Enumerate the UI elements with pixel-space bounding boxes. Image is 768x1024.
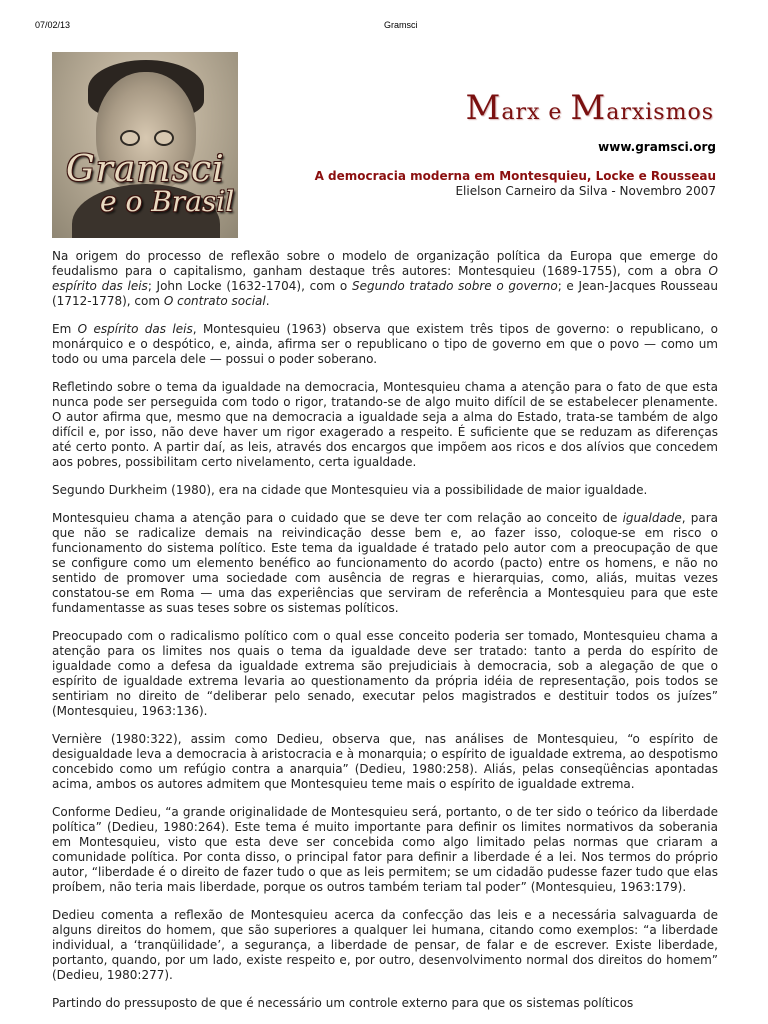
text-run: Montesquieu chama a atenção para o cuidado que se deve ter com relação ao conceito de xyxy=(52,511,623,525)
print-date: 07/02/13 xyxy=(35,20,71,30)
banner-text: Marx e Marxismos xyxy=(465,88,714,128)
logo-caption-line2: e o Brasil xyxy=(100,185,235,218)
text-run: Na origem do processo de reflexão sobre o modelo de organização política da Europa que emerge do feudalismo para o capitalismo, ganham destaque três autores: Montesquieu (1689-1755), com a obra xyxy=(52,249,718,278)
text-run: , Montesquieu (1963) observa que existem três tipos de governo: o republicano, o monárquico e o despótico, e, ainda, afirma ser o republicano o tipo de governo em que o povo — como um todo ou uma parcela dele — possui o poder soberano. xyxy=(52,322,718,366)
article-body xyxy=(52,249,718,1024)
portrait-eye-right xyxy=(154,130,174,146)
italic-title: igualdade xyxy=(622,511,682,525)
print-header xyxy=(0,0,768,36)
text-run: Em xyxy=(52,322,78,336)
article-paragraph xyxy=(52,483,718,498)
article-paragraph xyxy=(52,249,718,309)
text-run: Dedieu comenta a reflexão de Montesquieu acerca da confecção das leis e a necessária salvaguarda de alguns direitos do homem, que são superiores a qualquer lei humana, citando como exemplos: “a liberdade individual, a ‘tranqüilidade’, a segurança, a liberdade de pensar, de falar e de escrever. Existe liberdade, portanto, quando, por um lado, existe respeito e, por outro, desenvolvimento normal dos direitos do homem” (Dedieu, 1980:277). xyxy=(52,908,718,982)
portrait-eye-left xyxy=(120,130,140,146)
print-page-title: Gramsci xyxy=(384,20,418,30)
article-byline: Elielson Carneiro da Silva - Novembro 2007 xyxy=(455,184,716,198)
text-run: Refletindo sobre o tema da igualdade na democracia, Montesquieu chama a atenção para o fato de que esta nunca pode ser perseguida com todo o rigor, tratando-se de algo muito difícil de se estabelecer plenamente. O autor afirma que, mesmo que na democracia a igualdade seja a alma do Estado, trata-se também de algo difícil e, por isso, não deve haver um rigor exagerado a respeito. É suficiente que se reduzam as diferenças até certo ponto. A partir daí, as leis, através dos encargos que impõem aos ricos e dos alívios que concedem aos pobres, possibilitam certo nivelamento, certa igualdade. xyxy=(52,380,718,469)
article-paragraph xyxy=(52,805,718,895)
italic-title: O espírito das leis xyxy=(77,322,193,336)
site-url[interactable]: www.gramsci.org xyxy=(598,140,716,154)
article-paragraph xyxy=(52,511,718,616)
article-title: A democracia moderna em Montesquieu, Locke e Rousseau xyxy=(314,169,716,183)
text-run: ; John Locke (1632-1704), com o xyxy=(147,279,352,293)
article-paragraph xyxy=(52,629,718,719)
text-run: . xyxy=(265,294,270,308)
logo-caption-line1: Gramsci xyxy=(66,149,225,190)
text-run: , para que não se radicalize demais na reivindicação desse bem e, ao fazer isso, coloque-se em risco o funcionamento do sistema político. Este tema da igualdade é tratado pelo autor com a preocupação de que se configure como um elemento benéfico ao funcionamento do acordo (pacto) entre os homens, e não no sentido de promover uma sociedade com ausência de regras e hierarquias, como, aliás, muitas vezes constatou-se em Roma — uma das experiências que serviram de referência a Montesquieu para que este fundamentasse as suas teses sobre os sistemas políticos. xyxy=(52,511,718,615)
marx-e-marxismos-banner xyxy=(466,88,715,128)
logo-caption xyxy=(66,149,236,218)
text-run: ; e Jean-Jacques Rousseau (1712-1778), com xyxy=(52,279,719,308)
text-run: Partindo do pressuposto de que é necessário um controle externo para que os sistemas políticos xyxy=(52,996,634,1010)
article-paragraph xyxy=(52,322,718,367)
italic-title: Segundo tratado sobre o governo xyxy=(351,279,558,293)
article-paragraph xyxy=(52,908,718,983)
italic-title: O espírito das leis xyxy=(52,264,718,293)
text-run: Conforme Dedieu, “a grande originalidade de Montesquieu será, portanto, o de ter sido o teórico da liberdade política” (Dedieu, 1980:264). Este tema é muito importante para definir os limites normativos da soberania em Montesquieu, visto que esta deve ser concebida como algo limitado pelas normas que criaram a comunidade política. Por conta disso, o principal fator para definir a liberdade é a lei. Nos termos do próprio autor, “liberdade é o direito de fazer tudo o que as leis permitem; se um cidadão pudesse fazer tudo que elas proíbem, não teria mais liberdade, porque os outros também teriam tal poder” (Montesquieu, 1963:179). xyxy=(52,805,718,894)
article-paragraph xyxy=(52,732,718,792)
italic-title: O contrato social xyxy=(163,294,266,308)
text-run: Preocupado com o radicalismo político com o qual esse conceito poderia ser tomado, Montesquieu chama a atenção para os limites nos quais o tema da igualdade deve ser tratado: tanto a perda do espírito de igualdade como a defesa da igualdade extrema são prejudiciais à democracia, sob a alegação de que o espírito de igualdade extrema levaria ao questionamento da própria idéia de representação, pois todos se sentiriam no direito de “deliberar pelo senado, executar pelos magistrados e destituir todos os juízes” (Montesquieu, 1963:136). xyxy=(52,629,718,718)
article-paragraph xyxy=(52,996,718,1011)
article-paragraph xyxy=(52,380,718,470)
gramsci-e-o-brasil-logo xyxy=(52,52,238,238)
text-run: Vernière (1980:322), assim como Dedieu, observa que, nas análises de Montesquieu, “o espírito de desigualdade leva a democracia à aristocracia e à monarquia; o espírito de igualdade extrema, ao despotismo concebido como um refúgio contra a anarquia” (Dedieu, 1980:258). Aliás, pelas conseqüências apontadas acima, ambos os autores admitem que Montesquieu teme mais o espírito de igualdade extrema. xyxy=(52,732,718,791)
text-run: Segundo Durkheim (1980), era na cidade que Montesquieu via a possibilidade de maior igualdade. xyxy=(52,483,648,497)
